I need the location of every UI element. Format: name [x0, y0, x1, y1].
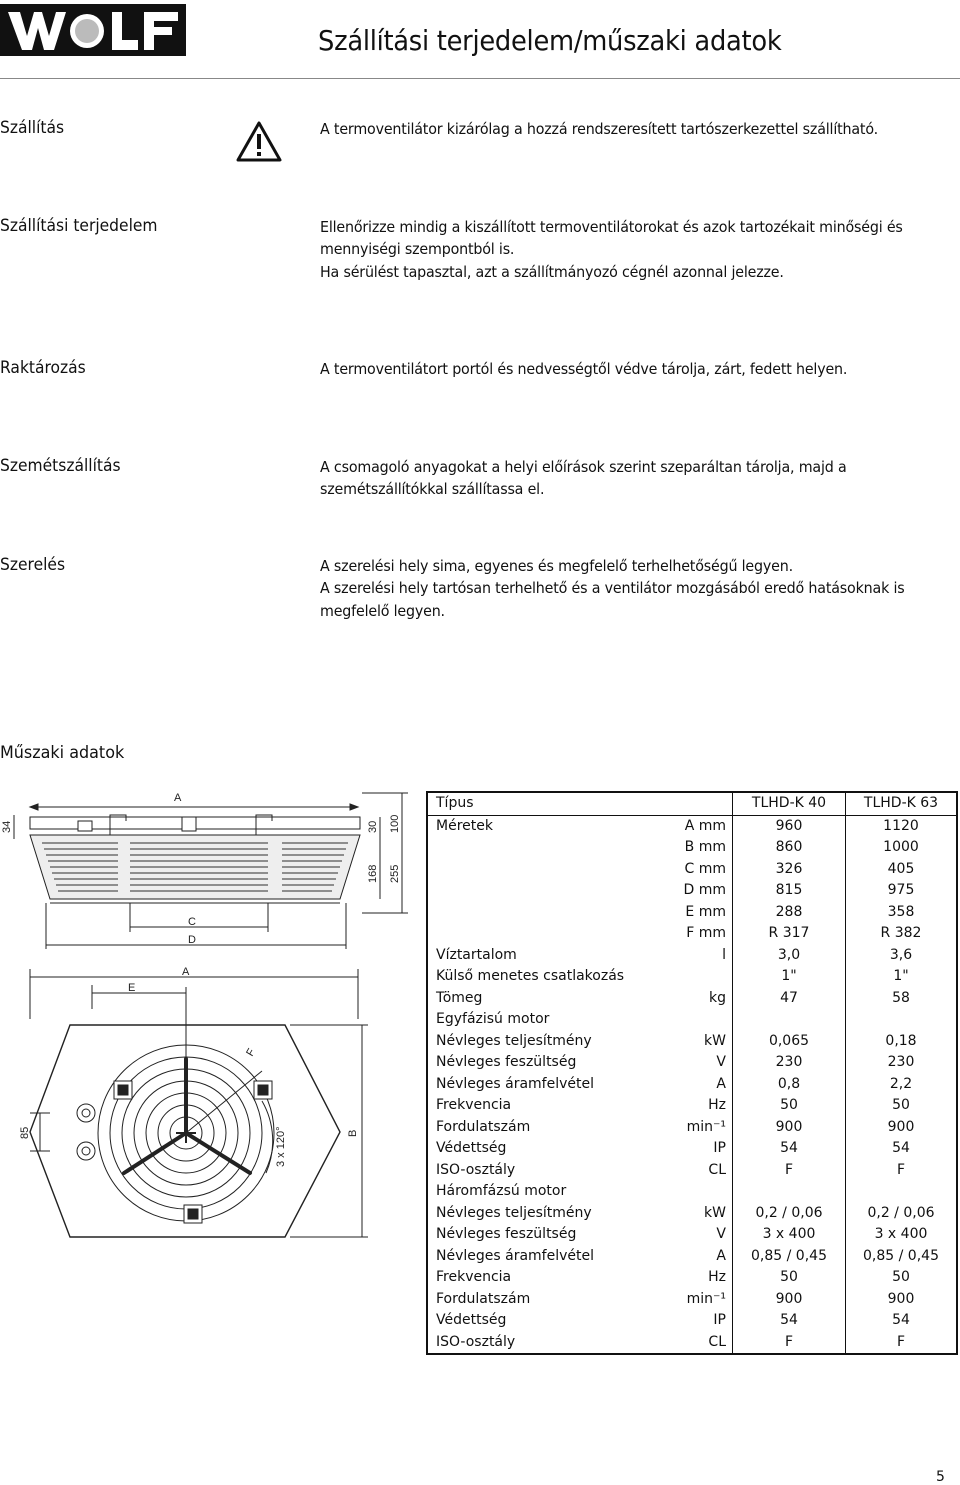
- col-header-unit: [664, 792, 733, 815]
- table-row: [427, 1332, 957, 1355]
- row-unit: F mm: [664, 923, 733, 945]
- row-value-tlhd-k-40: R 317: [733, 923, 846, 945]
- row-unit: l: [664, 945, 733, 967]
- table-row: [427, 1246, 957, 1268]
- col-header-tlhd-k-40: TLHD-K 40: [733, 792, 846, 815]
- table-row: [427, 1310, 957, 1332]
- table-row: [427, 859, 957, 881]
- row-value-tlhd-k-63: 50: [892, 1097, 910, 1114]
- row-name: Védettség: [436, 1140, 507, 1157]
- row-unit: min⁻¹: [664, 1117, 733, 1139]
- row-unit: CL: [664, 1160, 733, 1182]
- row-value-tlhd-k-63: 358: [887, 903, 915, 920]
- table-header-row: [427, 792, 957, 815]
- row-value-tlhd-k-63: 230: [887, 1054, 915, 1071]
- row-value-tlhd-k-63: [846, 1009, 958, 1031]
- row-unit: Hz: [664, 1267, 733, 1289]
- row-unit: IP: [664, 1138, 733, 1160]
- dim-a-mid: A: [182, 966, 190, 978]
- row-value-tlhd-k-40: 0,85 / 0,45: [733, 1246, 846, 1268]
- row-value-tlhd-k-63: 900: [887, 1290, 915, 1307]
- row-name: Névleges teljesítmény: [436, 1204, 592, 1221]
- section-label: Raktározás: [0, 358, 86, 377]
- row-value-tlhd-k-63: F: [896, 1161, 906, 1178]
- page-title: Szállítási terjedelem/műszaki adatok: [318, 24, 782, 57]
- dim-100: 100: [389, 814, 401, 833]
- row-unit: CL: [664, 1332, 733, 1355]
- row-unit: A mm: [664, 815, 733, 837]
- table-row: [427, 1181, 957, 1203]
- col-header-tlhd-k-63: TLHD-K 63: [846, 792, 958, 815]
- row-name: Tömeg: [436, 989, 483, 1006]
- section-text: [320, 118, 950, 140]
- section-label: Szállítási terjedelem: [0, 216, 158, 235]
- section-text: [320, 456, 950, 501]
- table-row: [427, 966, 957, 988]
- row-value-tlhd-k-63: 405: [887, 860, 915, 877]
- table-row: [427, 1052, 957, 1074]
- row-value-tlhd-k-40: 0,065: [733, 1031, 846, 1053]
- row-value-tlhd-k-63: 900: [887, 1118, 915, 1135]
- table-row: [427, 1289, 957, 1311]
- row-value-tlhd-k-40: F: [733, 1160, 846, 1182]
- row-name: Fordulatszám: [436, 1118, 531, 1135]
- warning-triangle-icon: [236, 120, 282, 162]
- row-name: Víztartalom: [436, 946, 517, 963]
- row-value-tlhd-k-63: 2,2: [889, 1075, 913, 1092]
- table-row: [427, 1031, 957, 1053]
- row-value-tlhd-k-63: 0,18: [885, 1032, 917, 1049]
- row-value-tlhd-k-63: 0,85 / 0,45: [863, 1247, 939, 1264]
- row-value-tlhd-k-63: 1120: [883, 817, 919, 834]
- technical-data-table: [426, 791, 958, 1355]
- row-value-tlhd-k-63: 975: [887, 882, 915, 899]
- table-row: [427, 837, 957, 859]
- row-name: Védettség: [436, 1312, 507, 1329]
- text-line: megfelelő legyen.: [320, 601, 445, 620]
- row-name: Névleges áramfelvétel: [436, 1075, 594, 1092]
- table-row: [427, 1095, 957, 1117]
- row-name: [427, 880, 664, 902]
- row-name: Háromfázsú motor: [436, 1183, 567, 1200]
- section-text: [320, 555, 950, 622]
- row-value-tlhd-k-40: 326: [733, 859, 846, 881]
- table-row: [427, 1009, 957, 1031]
- text-line: A szerelési hely tartósan terhelhető és a ventilátor mozgásából eredő hatásoknak is: [320, 579, 905, 598]
- table-row: [427, 923, 957, 945]
- row-unit: [664, 1009, 733, 1031]
- section-label: Szemétszállítás: [0, 456, 121, 475]
- row-value-tlhd-k-40: 0,8: [733, 1074, 846, 1096]
- row-value-tlhd-k-40: 960: [733, 815, 846, 837]
- table-row: [427, 902, 957, 924]
- table-row: [427, 815, 957, 837]
- table-row: [427, 1203, 957, 1225]
- row-unit: E mm: [664, 902, 733, 924]
- row-value-tlhd-k-40: 900: [733, 1289, 846, 1311]
- row-name: Névleges teljesítmény: [436, 1032, 592, 1049]
- row-value-tlhd-k-63: 1": [893, 968, 909, 985]
- row-value-tlhd-k-63: 1000: [883, 839, 919, 856]
- dim-e: E: [128, 982, 136, 994]
- table-row: [427, 1117, 957, 1139]
- row-name: Frekvencia: [436, 1269, 512, 1286]
- row-value-tlhd-k-40: 0,2 / 0,06: [733, 1203, 846, 1225]
- dim-angle: 3 x 120°: [275, 1126, 287, 1167]
- text-line: szemétszállítókkal szállítassa el.: [320, 480, 545, 499]
- row-name: Fordulatszám: [436, 1290, 531, 1307]
- text-line: A csomagoló anyagokat a helyi előírások szerint szeparáltan tárolja, majd a: [320, 458, 847, 476]
- dim-c: C: [188, 916, 196, 928]
- table-row: [427, 1160, 957, 1182]
- row-value-tlhd-k-63: 3,6: [889, 946, 913, 963]
- row-name: ISO-osztály: [436, 1161, 516, 1178]
- table-row: [427, 1224, 957, 1246]
- row-value-tlhd-k-40: 900: [733, 1117, 846, 1139]
- dim-b: B: [347, 1129, 359, 1137]
- row-value-tlhd-k-40: 3,0: [733, 945, 846, 967]
- section-label: Szerelés: [0, 555, 66, 574]
- row-value-tlhd-k-40: 54: [733, 1138, 846, 1160]
- row-value-tlhd-k-40: 288: [733, 902, 846, 924]
- row-unit: Hz: [664, 1095, 733, 1117]
- dim-255: 255: [389, 864, 401, 883]
- row-value-tlhd-k-40: 50: [733, 1267, 846, 1289]
- row-value-tlhd-k-40: 230: [733, 1052, 846, 1074]
- row-value-tlhd-k-63: 54: [892, 1312, 910, 1329]
- row-value-tlhd-k-40: 3 x 400: [733, 1224, 846, 1246]
- section-text: [320, 358, 950, 380]
- row-unit: V: [664, 1224, 733, 1246]
- text-line: A termoventilátor kizárólag a hozzá rendszeresített tartószerkezettel szállítható.: [320, 120, 878, 138]
- row-value-tlhd-k-40: 860: [733, 837, 846, 859]
- row-name: Névleges feszültség: [436, 1226, 577, 1243]
- dim-d: D: [188, 934, 196, 946]
- row-value-tlhd-k-63: F: [896, 1333, 906, 1350]
- table-body: [427, 815, 957, 1354]
- dim-a-top: A: [174, 792, 182, 804]
- row-value-tlhd-k-63: 54: [892, 1140, 910, 1157]
- section-label: Szállítás: [0, 118, 65, 137]
- row-unit: kW: [664, 1031, 733, 1053]
- row-value-tlhd-k-40: [733, 1181, 846, 1203]
- row-name: Névleges feszültség: [436, 1054, 577, 1071]
- row-value-tlhd-k-40: F: [733, 1332, 846, 1355]
- row-unit: IP: [664, 1310, 733, 1332]
- text-line: A szerelési hely sima, egyenes és megfelelő terhelhetőségű legyen.: [320, 557, 793, 575]
- text-line: Ellenőrizze mindig a kiszállított termoventilátorokat és azok tartozékait minőségi és: [320, 218, 903, 236]
- technical-data-heading: Műszaki adatok: [0, 743, 125, 763]
- row-unit: B mm: [664, 837, 733, 859]
- row-value-tlhd-k-63: 3 x 400: [874, 1226, 928, 1243]
- table-row: [427, 1138, 957, 1160]
- col-header-type: Típus: [427, 792, 664, 815]
- table-row: [427, 880, 957, 902]
- row-unit: D mm: [664, 880, 733, 902]
- row-value-tlhd-k-40: 1": [733, 966, 846, 988]
- row-unit: [664, 966, 733, 988]
- row-value-tlhd-k-40: 47: [733, 988, 846, 1010]
- row-name: Frekvencia: [436, 1097, 512, 1114]
- row-name: [427, 902, 664, 924]
- row-name: ISO-osztály: [436, 1333, 516, 1350]
- dim-34: 34: [1, 820, 13, 833]
- row-unit: min⁻¹: [664, 1289, 733, 1311]
- row-name: [427, 837, 664, 859]
- row-value-tlhd-k-40: 815: [733, 880, 846, 902]
- row-unit: V: [664, 1052, 733, 1074]
- row-value-tlhd-k-63: [846, 1181, 958, 1203]
- section-text: [320, 216, 950, 283]
- dim-85: 85: [19, 1126, 31, 1139]
- dim-168: 168: [367, 864, 379, 883]
- row-name: Külső menetes csatlakozás: [436, 968, 625, 985]
- row-value-tlhd-k-40: 54: [733, 1310, 846, 1332]
- header-divider: [0, 78, 960, 79]
- row-name: [427, 859, 664, 881]
- row-unit: kg: [664, 988, 733, 1010]
- wolf-logo: [0, 0, 188, 62]
- row-unit: A: [664, 1074, 733, 1096]
- row-unit: A: [664, 1246, 733, 1268]
- table-row: [427, 1074, 957, 1096]
- row-unit: kW: [664, 1203, 733, 1225]
- row-value-tlhd-k-63: 58: [892, 989, 910, 1006]
- table-row: [427, 1267, 957, 1289]
- row-name: Egyfázisú motor: [436, 1011, 550, 1028]
- dim-f: F: [244, 1046, 258, 1059]
- row-value-tlhd-k-40: 50: [733, 1095, 846, 1117]
- row-value-tlhd-k-40: [733, 1009, 846, 1031]
- row-value-tlhd-k-63: 50: [892, 1269, 910, 1286]
- row-value-tlhd-k-63: 0,2 / 0,06: [867, 1204, 935, 1221]
- fan-heater-drawing: [0, 787, 420, 1257]
- text-line: mennyiségi szempontból is.: [320, 240, 515, 259]
- row-value-tlhd-k-63: R 382: [880, 925, 922, 942]
- row-unit: [664, 1181, 733, 1203]
- row-unit: C mm: [664, 859, 733, 881]
- text-line: A termoventilátort portól és nedvességtől védve tárolja, zárt, fedett helyen.: [320, 360, 848, 378]
- row-name: Névleges áramfelvétel: [436, 1247, 594, 1264]
- page-number: 5: [936, 1469, 945, 1485]
- text-line: Ha sérülést tapasztal, azt a szállítmányozó cégnél azonnal jelezze.: [320, 262, 784, 281]
- dim-30: 30: [367, 820, 379, 833]
- row-name: [427, 923, 664, 945]
- row-name: Méretek: [436, 817, 493, 834]
- table-row: [427, 988, 957, 1010]
- table-row: [427, 945, 957, 967]
